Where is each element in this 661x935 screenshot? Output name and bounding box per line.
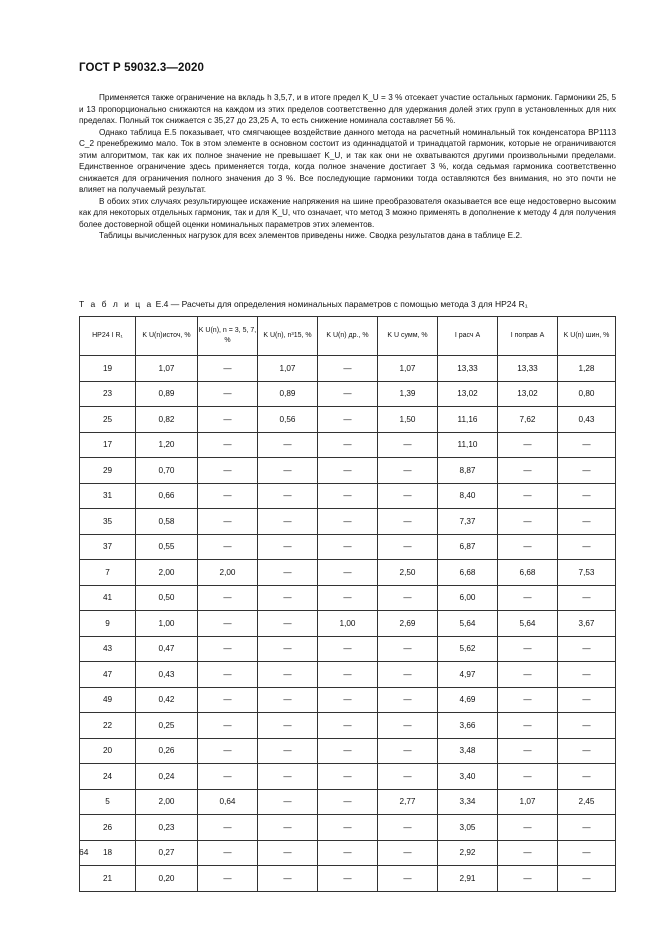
table-cell: — xyxy=(498,458,558,484)
table-row xyxy=(80,611,616,637)
table-cell: 1,00 xyxy=(136,611,198,637)
table-cell: — xyxy=(318,585,378,611)
table-cell: 3,67 xyxy=(558,611,616,637)
table-cell: 3,05 xyxy=(438,815,498,841)
table-row xyxy=(80,509,616,535)
table-cell: 3,34 xyxy=(438,789,498,815)
table-cell: — xyxy=(318,407,378,433)
table-cell: — xyxy=(258,738,318,764)
table-cell: 8,40 xyxy=(438,483,498,509)
table-cell: — xyxy=(198,764,258,790)
table-cell: 2,92 xyxy=(438,840,498,866)
table-cell: — xyxy=(558,764,616,790)
table-cell: 41 xyxy=(80,585,136,611)
table-cell: 13,33 xyxy=(438,356,498,382)
table-cell: — xyxy=(558,432,616,458)
table-cell: — xyxy=(258,662,318,688)
table-cell: — xyxy=(498,738,558,764)
table-cell: — xyxy=(558,840,616,866)
table-cell: — xyxy=(258,611,318,637)
paragraph-2: Однако таблица Е.5 показывает, что смягчающее воздействие данного метода на расчетный номинальный ток конденсатора ВР1113 C_2 пренебрежимо мало. Ток в этом элементе в основном состоит из одиннадцатой и тринадцатой гармоник, которые не ограничиваются этим алгоритмом, так как их полное значение не превышает K_U, и так как они не охватываются другими произвольными пределами. Единственное ограничение здесь применяется тогда, когда полное значение достигает 3 %, когда седьмая гармоника соответственно снижается для ограничения полного значения до 3 %. Все последующие гармоники тогда оставляются без внимания, но это почти не влияет на получаемый результат. xyxy=(79,127,616,194)
table-row xyxy=(80,407,616,433)
column-header: K U(n) др., % xyxy=(318,317,378,356)
table-cell: — xyxy=(378,687,438,713)
table-cell: 3,40 xyxy=(438,764,498,790)
table-cell: — xyxy=(198,738,258,764)
table-cell: — xyxy=(198,866,258,892)
table-cell: 13,02 xyxy=(498,381,558,407)
table-cell: 49 xyxy=(80,687,136,713)
table-cell: — xyxy=(258,483,318,509)
table-cell: — xyxy=(558,636,616,662)
paragraph-1: Применяется также ограничение на вкладь h 3,5,7, и в итоге предел K_U = 3 % отсекает участие остальных гармоник. Гармоники 25, 5 и 13 пропорционально снижаются на каждом из этих пределов соответственно для удержания долей этих групп в установленных для них пределах. Полный ток снижается с 35,27 до 23,25 А, то есть снижение номинала составляет 56 %. xyxy=(79,93,616,125)
table-cell: 2,00 xyxy=(136,789,198,815)
table-cell: 0,58 xyxy=(136,509,198,535)
table-cell: 0,80 xyxy=(558,381,616,407)
table-cell: — xyxy=(258,713,318,739)
table-cell: — xyxy=(318,840,378,866)
table-cell: — xyxy=(318,636,378,662)
table-cell: — xyxy=(258,687,318,713)
table-cell: — xyxy=(198,636,258,662)
table-cell: 5 xyxy=(80,789,136,815)
table-cell: — xyxy=(378,636,438,662)
table-cell: — xyxy=(378,483,438,509)
table-row xyxy=(80,840,616,866)
table-cell: — xyxy=(198,407,258,433)
table-cell: 0,47 xyxy=(136,636,198,662)
table-cell: — xyxy=(318,432,378,458)
table-cell: — xyxy=(558,815,616,841)
column-header: K U сумм, % xyxy=(378,317,438,356)
table-cell: 1,20 xyxy=(136,432,198,458)
table-cell: — xyxy=(558,738,616,764)
column-header: I поправ A xyxy=(498,317,558,356)
table-cell: 1,07 xyxy=(136,356,198,382)
table-cell: — xyxy=(378,534,438,560)
column-header: K U(n)источ, % xyxy=(136,317,198,356)
table-cell: 1,07 xyxy=(498,789,558,815)
table-cell: 0,55 xyxy=(136,534,198,560)
table-cell: — xyxy=(198,840,258,866)
table-caption-prefix: Т а б л и ц а xyxy=(79,299,154,309)
table-caption-text: Е.4 — Расчеты для определения номинальных параметров с помощью метода 3 для НР24 R₁ xyxy=(155,299,528,309)
body-text xyxy=(79,92,616,242)
table-cell: — xyxy=(318,381,378,407)
table-cell: — xyxy=(378,713,438,739)
table-row xyxy=(80,866,616,892)
table-cell: 0,20 xyxy=(136,866,198,892)
table-cell: — xyxy=(318,534,378,560)
table-cell: — xyxy=(258,815,318,841)
table-cell: — xyxy=(258,534,318,560)
table-cell: — xyxy=(198,534,258,560)
table-cell: 35 xyxy=(80,509,136,535)
table-cell: — xyxy=(258,509,318,535)
table-cell: — xyxy=(498,866,558,892)
table-cell: — xyxy=(258,764,318,790)
table-cell: 0,89 xyxy=(258,381,318,407)
table-row xyxy=(80,560,616,586)
table-cell: — xyxy=(258,789,318,815)
table-cell: 6,68 xyxy=(438,560,498,586)
table-cell: 6,68 xyxy=(498,560,558,586)
table-cell: 43 xyxy=(80,636,136,662)
table-cell: — xyxy=(318,738,378,764)
table-cell: — xyxy=(198,815,258,841)
table-cell: 0,24 xyxy=(136,764,198,790)
page-number: 64 xyxy=(79,847,89,857)
table-cell: — xyxy=(378,585,438,611)
table-row xyxy=(80,585,616,611)
table-cell: 26 xyxy=(80,815,136,841)
table-cell: — xyxy=(498,585,558,611)
table-row xyxy=(80,713,616,739)
table-cell: — xyxy=(378,458,438,484)
table-cell: — xyxy=(318,713,378,739)
table-cell: 3,66 xyxy=(438,713,498,739)
table-cell: — xyxy=(318,560,378,586)
table-cell: 0,43 xyxy=(558,407,616,433)
table-cell: — xyxy=(558,687,616,713)
table-cell: 13,02 xyxy=(438,381,498,407)
table-cell: 2,69 xyxy=(378,611,438,637)
table-cell: 2,45 xyxy=(558,789,616,815)
paragraph-3: В обоих этих случаях результирующее искажение напряжения на шине преобразователя оказывается все еще недостоверно высоким как для некоторых отдельных гармоник, так и для K_U, что означает, что метод 3 можно применять в дополнение к методу 4 для получения более достоверной общей оценки номинальных параметров этих элементов. xyxy=(79,196,616,229)
table-cell: 47 xyxy=(80,662,136,688)
table-cell: 2,00 xyxy=(198,560,258,586)
table-cell: — xyxy=(558,662,616,688)
table-cell: — xyxy=(378,432,438,458)
table-cell: 0,64 xyxy=(198,789,258,815)
table-cell: 7,62 xyxy=(498,407,558,433)
table-cell: — xyxy=(498,713,558,739)
table-cell: 23 xyxy=(80,381,136,407)
table-cell: — xyxy=(498,840,558,866)
table-cell: — xyxy=(198,662,258,688)
table-cell: 31 xyxy=(80,483,136,509)
table-cell: — xyxy=(258,636,318,662)
table-cell: — xyxy=(498,764,558,790)
table-cell: 37 xyxy=(80,534,136,560)
table-cell: 7 xyxy=(80,560,136,586)
column-header: K U(n) шин, % xyxy=(558,317,616,356)
table-cell: 0,56 xyxy=(258,407,318,433)
table-cell: 1,07 xyxy=(258,356,318,382)
table-cell: 20 xyxy=(80,738,136,764)
table-cell: — xyxy=(498,662,558,688)
table-cell: — xyxy=(198,381,258,407)
table-cell: — xyxy=(558,458,616,484)
table-cell: 3,48 xyxy=(438,738,498,764)
paragraph-4: Таблицы вычисленных нагрузок для всех элементов приведены ниже. Сводка результатов дана в таблице Е.2. xyxy=(99,231,523,240)
table-cell: 0,42 xyxy=(136,687,198,713)
table-cell: 1,07 xyxy=(378,356,438,382)
table-cell: 21 xyxy=(80,866,136,892)
table-cell: 4,69 xyxy=(438,687,498,713)
table-cell: 11,10 xyxy=(438,432,498,458)
table-cell: — xyxy=(378,662,438,688)
table-cell: 6,87 xyxy=(438,534,498,560)
table-row xyxy=(80,458,616,484)
table-cell: 1,00 xyxy=(318,611,378,637)
table-cell: 19 xyxy=(80,356,136,382)
table-cell: — xyxy=(558,585,616,611)
table-cell: — xyxy=(318,789,378,815)
table-cell: — xyxy=(318,866,378,892)
table-cell: — xyxy=(318,662,378,688)
table-cell: 0,70 xyxy=(136,458,198,484)
table-cell: 25 xyxy=(80,407,136,433)
column-header: НР24 I R₁ xyxy=(80,317,136,356)
table-cell: 29 xyxy=(80,458,136,484)
table-cell: — xyxy=(498,636,558,662)
table-cell: — xyxy=(498,534,558,560)
table-cell: — xyxy=(198,509,258,535)
table-cell: 11,16 xyxy=(438,407,498,433)
table-cell: 0,50 xyxy=(136,585,198,611)
table-cell: 0,66 xyxy=(136,483,198,509)
table-cell: 5,62 xyxy=(438,636,498,662)
table-cell: 5,64 xyxy=(498,611,558,637)
table-row xyxy=(80,687,616,713)
table-cell: — xyxy=(258,840,318,866)
table-body xyxy=(80,356,616,892)
table-caption xyxy=(79,299,528,309)
table-cell: 22 xyxy=(80,713,136,739)
table-cell: 0,26 xyxy=(136,738,198,764)
table-cell: — xyxy=(558,483,616,509)
table-cell: — xyxy=(378,509,438,535)
table-cell: 13,33 xyxy=(498,356,558,382)
table-row xyxy=(80,789,616,815)
table-cell: — xyxy=(198,585,258,611)
table-cell: 24 xyxy=(80,764,136,790)
table-cell: 0,43 xyxy=(136,662,198,688)
table-cell: 6,00 xyxy=(438,585,498,611)
table-cell: 0,89 xyxy=(136,381,198,407)
table-cell: — xyxy=(258,458,318,484)
document-header: ГОСТ Р 59032.3—2020 xyxy=(79,62,204,74)
table-row xyxy=(80,636,616,662)
table-cell: 1,50 xyxy=(378,407,438,433)
table-cell: 0,27 xyxy=(136,840,198,866)
table-header-row xyxy=(80,317,616,356)
table-cell: 1,28 xyxy=(558,356,616,382)
table-row xyxy=(80,432,616,458)
table-cell: — xyxy=(378,815,438,841)
table-cell: — xyxy=(498,483,558,509)
table-cell: — xyxy=(318,687,378,713)
column-header: I расч A xyxy=(438,317,498,356)
table-row xyxy=(80,662,616,688)
table-cell: — xyxy=(198,687,258,713)
table-cell: — xyxy=(498,687,558,713)
table-row xyxy=(80,738,616,764)
table-row xyxy=(80,381,616,407)
table-cell: — xyxy=(318,509,378,535)
table-cell: — xyxy=(378,738,438,764)
table-cell: — xyxy=(198,458,258,484)
table-cell: — xyxy=(258,560,318,586)
table-cell: — xyxy=(318,815,378,841)
table-cell: 4,97 xyxy=(438,662,498,688)
table-cell: 2,91 xyxy=(438,866,498,892)
table-row xyxy=(80,483,616,509)
table-cell: — xyxy=(558,509,616,535)
table-cell: 0,25 xyxy=(136,713,198,739)
table-cell: — xyxy=(258,585,318,611)
table-cell: — xyxy=(258,866,318,892)
table-cell: — xyxy=(378,764,438,790)
table-cell: 5,64 xyxy=(438,611,498,637)
table-cell: — xyxy=(318,356,378,382)
table-cell: 7,37 xyxy=(438,509,498,535)
table-cell: — xyxy=(198,356,258,382)
column-header: K U(n), n³15, % xyxy=(258,317,318,356)
table-cell: 2,77 xyxy=(378,789,438,815)
table-cell: — xyxy=(198,611,258,637)
table-row xyxy=(80,534,616,560)
table-cell: — xyxy=(498,509,558,535)
table-cell: — xyxy=(498,815,558,841)
table-cell: 2,00 xyxy=(136,560,198,586)
table-cell: — xyxy=(198,713,258,739)
table-cell: — xyxy=(198,483,258,509)
table-cell: 1,39 xyxy=(378,381,438,407)
table-cell: — xyxy=(558,534,616,560)
table-cell: — xyxy=(318,764,378,790)
table-cell: 0,82 xyxy=(136,407,198,433)
table-cell: 17 xyxy=(80,432,136,458)
table-cell: 2,50 xyxy=(378,560,438,586)
table-cell: — xyxy=(378,866,438,892)
table-cell: — xyxy=(558,713,616,739)
table-cell: 7,53 xyxy=(558,560,616,586)
column-header: K U(n), n = 3, 5, 7, % xyxy=(198,317,258,356)
table-cell: — xyxy=(258,432,318,458)
table-cell: — xyxy=(558,866,616,892)
table-cell: 8,87 xyxy=(438,458,498,484)
table-cell: — xyxy=(318,483,378,509)
table-cell: 0,23 xyxy=(136,815,198,841)
table-cell: — xyxy=(378,840,438,866)
table-row xyxy=(80,815,616,841)
table-row xyxy=(80,764,616,790)
table-cell: — xyxy=(198,432,258,458)
table-cell: — xyxy=(318,458,378,484)
table-cell: 18 xyxy=(80,840,136,866)
table-cell: — xyxy=(498,432,558,458)
table-cell: 9 xyxy=(80,611,136,637)
calculation-table xyxy=(79,316,616,892)
table-row xyxy=(80,356,616,382)
